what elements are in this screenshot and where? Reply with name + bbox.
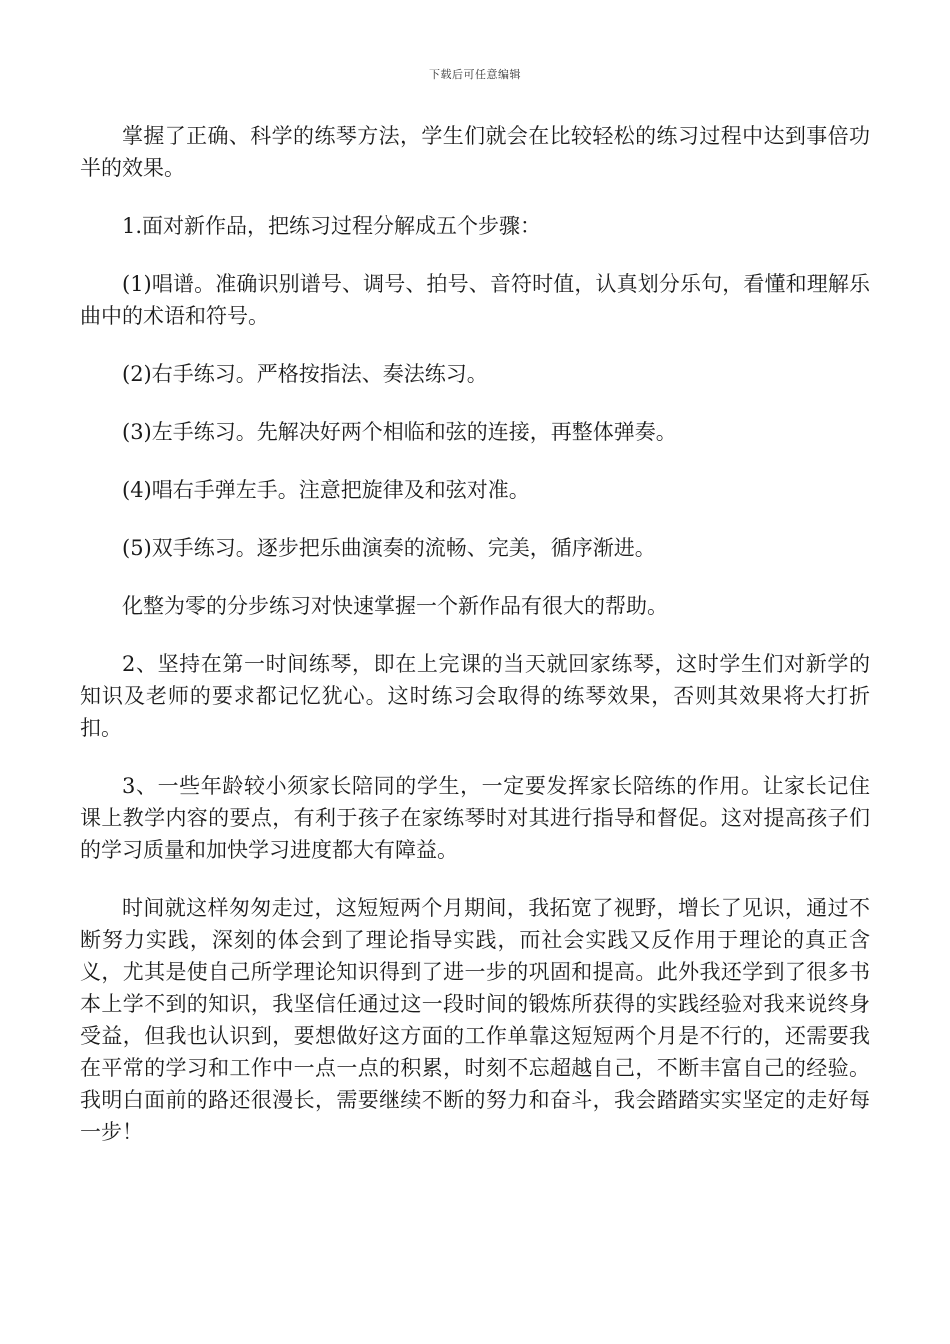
paragraph-step-heading: 1.面对新作品，把练习过程分解成五个步骤： [122, 214, 542, 238]
paragraph-point-2: 2、坚持在第一时间练琴，即在上完课的当天就回家练琴，这时学生们对新学的知识及老师的要求都记忆犹心。这时练习会取得的练琴效果，否则其效果将大打折扣。 [80, 652, 870, 740]
paragraph-step-1: (1)唱谱。准确识别谱号、调号、拍号、音符时值，认真划分乐句，看懂和理解乐曲中的术语和符号。 [80, 272, 870, 328]
paragraph-summary: 化整为零的分步练习对快速掌握一个新作品有很大的帮助。 [122, 594, 668, 618]
header-note: 下载后可任意编辑 [429, 68, 521, 81]
paragraph-intro: 掌握了正确、科学的练琴方法，学生们就会在比较轻松的练习过程中达到事倍功半的效果。 [80, 124, 870, 180]
paragraph-point-3: 3、一些年龄较小须家长陪同的学生，一定要发挥家长陪练的作用。让家长记住课上教学内容的要点，有利于孩子在家练琴时对其进行指导和督促。这对提高孩子们的学习质量和加快学习进度都大有障益。 [80, 774, 870, 862]
paragraph-conclusion: 时间就这样匆匆走过，这短短两个月期间，我拓宽了视野，增长了见识，通过不断努力实践，深刻的体会到了理论指导实践，而社会实践又反作用于理论的真正含义，尤其是使自己所学理论知识得到了进一步的巩固和提高。此外我还学到了很多书本上学不到的知识，我坚信任通过这一段时间的锻炼所获得的实践经验对我来说终身受益，但我也认识到，要想做好这方面的工作单靠这短短两个月是不行的，还需要我在平常的学习和工作中一点一点的积累，时刻不忘超越自己，不断丰富自己的经验。我明白面前的路还很漫长，需要继续不断的努力和奋斗，我会踏踏实实坚定的走好每一步！ [80, 896, 870, 1144]
paragraph-step-2: (2)右手练习。严格按指法、奏法练习。 [122, 362, 488, 386]
paragraph-step-3: (3)左手练习。先解决好两个相临和弦的连接，再整体弹奏。 [122, 420, 677, 444]
paragraph-step-4: (4)唱右手弹左手。注意把旋律及和弦对准。 [122, 478, 530, 502]
document-body [80, 120, 870, 1148]
paragraph-step-5: (5)双手练习。逐步把乐曲演奏的流畅、完美，循序渐进。 [122, 536, 656, 560]
